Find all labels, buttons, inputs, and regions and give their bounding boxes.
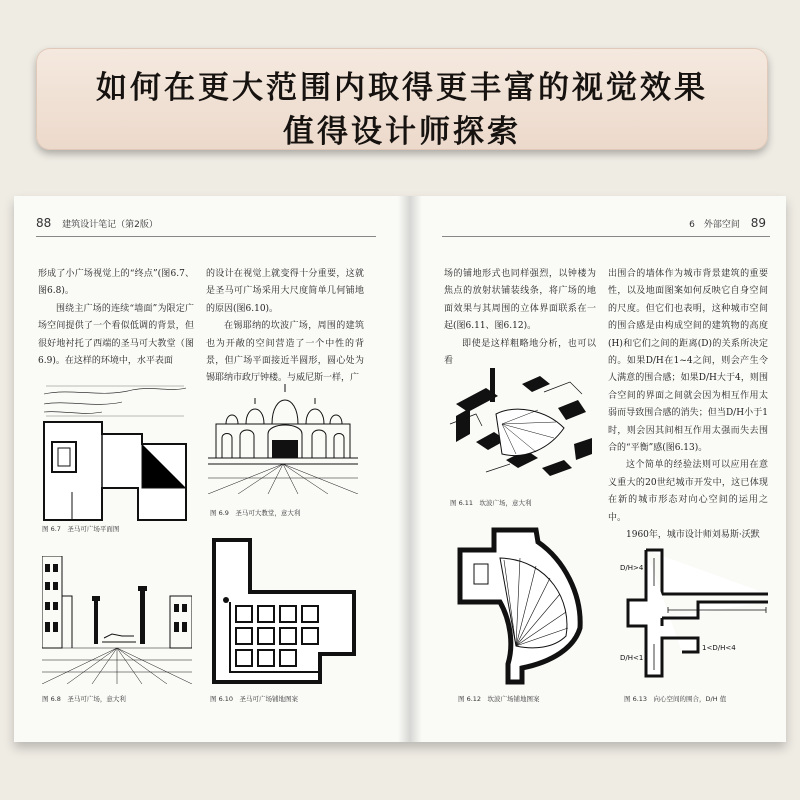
left-page-running-title: 建筑设计笔记（第2版） bbox=[62, 220, 158, 230]
left-page bbox=[14, 196, 404, 742]
caption-6-10: 图 6.10 圣马可广场铺地图案 bbox=[210, 695, 299, 703]
paragraph: 场的铺地形式也同样强烈，以钟楼为焦点的放射状铺装线条，将广场的地面效果与其周围的立体界面联系在一起(图6.11、图6.12)。 bbox=[444, 269, 596, 332]
left-header-rule bbox=[36, 236, 376, 237]
figure-6-8-piazza bbox=[42, 556, 192, 684]
paragraph: 1960年，城市设计师刘易斯·沃默 bbox=[626, 530, 760, 541]
right-text-column-2 bbox=[608, 266, 768, 545]
caption-6-12: 图 6.12 坎波广场铺地图案 bbox=[458, 695, 540, 703]
left-text-column-1 bbox=[38, 266, 194, 370]
caption-6-11: 图 6.11 坎波广场，意大利 bbox=[450, 499, 532, 507]
paragraph: 在锡耶纳的坎波广场，周围的建筑也为开敞的空间营造了一个中性的背景，但广场平面接近半圆形，圆心处为锡耶纳市政厅钟楼。与威尼斯一样，广 bbox=[206, 321, 364, 384]
figure-6-12-campo-paving bbox=[454, 524, 594, 686]
left-page-number: 88 bbox=[36, 216, 52, 230]
banner-line-2: 值得设计师探索 bbox=[283, 114, 521, 150]
diagram-label-bottom: D/H<1 bbox=[620, 654, 644, 662]
right-text-column-1 bbox=[444, 266, 596, 370]
banner-line-1: 如何在更大范围内取得更丰富的视觉效果 bbox=[96, 70, 708, 106]
right-page bbox=[414, 196, 786, 742]
figure-6-13-dh-diagram bbox=[618, 546, 768, 684]
paragraph: 出围合的墙体作为城市背景建筑的重要性，以及地面图案如何反映它自身空间的尺度。但它们也表明，这种城市空间的围合感是由构成空间的建筑物的高度(H)和它们之间的距离(D)的关系所决定的。如果D/H在1~4之间，则会产生令人满意的围合感；如果D/H大于4，则围合空间的界面之间就会因为相互作用太弱而导致围合感的消失；但当D/H小于1时，则会因其间相互作用太强而失去围合的“平衡”感(图6.13)。 bbox=[608, 269, 768, 454]
right-page-header bbox=[689, 216, 766, 230]
paragraph: 即使是这样粗略地分析，也可以看 bbox=[444, 338, 596, 367]
paragraph: 围绕主广场的连续“墙面”为限定广场空间提供了一个看似低调的背景，但很好地衬托了西端的圣马可大教堂（图6.9)。在这样的环境中，水平表面 bbox=[38, 303, 194, 367]
right-page-number: 89 bbox=[750, 216, 766, 230]
figure-6-7-plan bbox=[42, 382, 188, 522]
caption-6-7: 图 6.7 圣马可广场平面图 bbox=[42, 525, 120, 533]
figure-6-9-cathedral bbox=[208, 382, 358, 494]
paragraph: 的设计在视觉上就变得十分重要，这就是圣马可广场采用大尺度简单几何铺地的原因(图6.10)。 bbox=[206, 269, 364, 314]
figure-6-11-campo bbox=[446, 364, 596, 486]
promo-banner bbox=[36, 48, 768, 150]
caption-6-9: 图 6.9 圣马可大教堂，意大利 bbox=[210, 509, 301, 517]
left-page-header bbox=[36, 216, 158, 230]
diagram-label-mid: 1<D/H<4 bbox=[702, 644, 736, 652]
caption-6-13: 图 6.13 向心空间的围合，D/H 值 bbox=[624, 695, 727, 703]
paragraph: 这个简单的经验法则可以应用在意义重大的20世纪城市开发中，这已体现在新的城市形态对向心空间的运用之中。 bbox=[608, 460, 768, 523]
right-page-running-title: 6 外部空间 bbox=[689, 220, 740, 230]
figure-6-10-paving bbox=[210, 536, 356, 684]
left-text-column-2 bbox=[206, 266, 364, 388]
open-book bbox=[14, 196, 786, 742]
right-header-rule bbox=[442, 236, 770, 237]
paragraph: 形成了小广场视觉上的“终点”(图6.7、图6.8)。 bbox=[38, 269, 194, 297]
diagram-label-top: D/H>4 bbox=[620, 564, 644, 572]
caption-6-8: 图 6.8 圣马可广场，意大利 bbox=[42, 695, 126, 703]
